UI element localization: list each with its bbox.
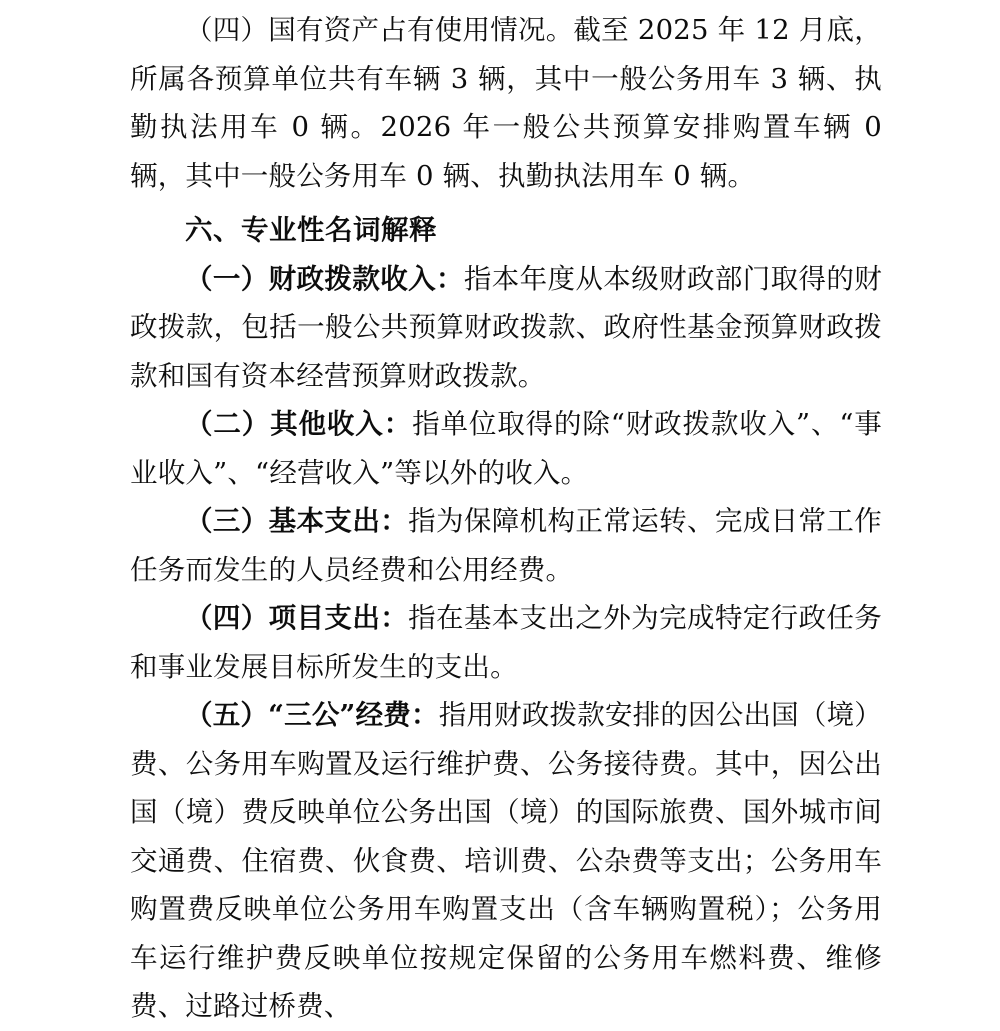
paragraph-term-three-public-expenses	[130, 691, 882, 1031]
term-text-5: 指用财政拨款安排的因公出国（境）费、公务用车购置及运行维护费、公务接待费。其中，因公出国（境）费反映单位公务出国（境）的国际旅费、国外城市间交通费、住宿费、伙食费、培训费、公杂费等支出；公务用车购置费反映单位公务用车购置支出（含车辆购置税）；公务用车运行维护费反映单位按规定保留的公务用车燃料费、维修费、过路过桥费、	[130, 699, 882, 1022]
paragraph-term-fiscal-appropriation-income	[130, 255, 882, 401]
term-label-1: （一）财政拨款收入：	[185, 262, 464, 295]
term-text-4: 指在基本支出之外为完成特定行政任务和事业发展目标所发生的支出。	[130, 602, 882, 683]
term-label-4: （四）项目支出：	[185, 602, 409, 634]
term-label-5: （五）“三公”经费：	[185, 699, 439, 731]
term-text-2: 指单位取得的除“财政拨款收入”、“事业收入”、“经营收入”等以外的收入。	[130, 408, 882, 489]
paragraph-term-basic-expenditure	[130, 497, 882, 594]
term-text-1: 指本年度从本级财政部门取得的财政拨款，包括一般公共预算财政拨款、政府性基金预算财政拨款和国有资本经营预算财政拨款。	[130, 262, 882, 392]
term-label-2: （二）其他收入：	[185, 408, 413, 440]
paragraph-term-other-income	[130, 400, 882, 497]
term-label-3: （三）基本支出：	[185, 505, 409, 537]
paragraph-term-project-expenditure	[130, 594, 882, 691]
paragraph-state-assets: （四）国有资产占有使用情况。截至 2025 年 12 月底，所属各预算单位共有车辆 3 辆，其中一般公务用车 3 辆、执勤执法用车 0 辆。2026 年一般公共预算安排购置车辆 0 辆，其中一般公务用车 0 辆、执勤执法用车 0 辆。	[130, 14, 882, 192]
term-text-3: 指为保障机构正常运转、完成日常工作任务而发生的人员经费和公用经费。	[130, 505, 882, 586]
section-heading-professional-terms: 六、专业性名词解释	[185, 214, 437, 246]
